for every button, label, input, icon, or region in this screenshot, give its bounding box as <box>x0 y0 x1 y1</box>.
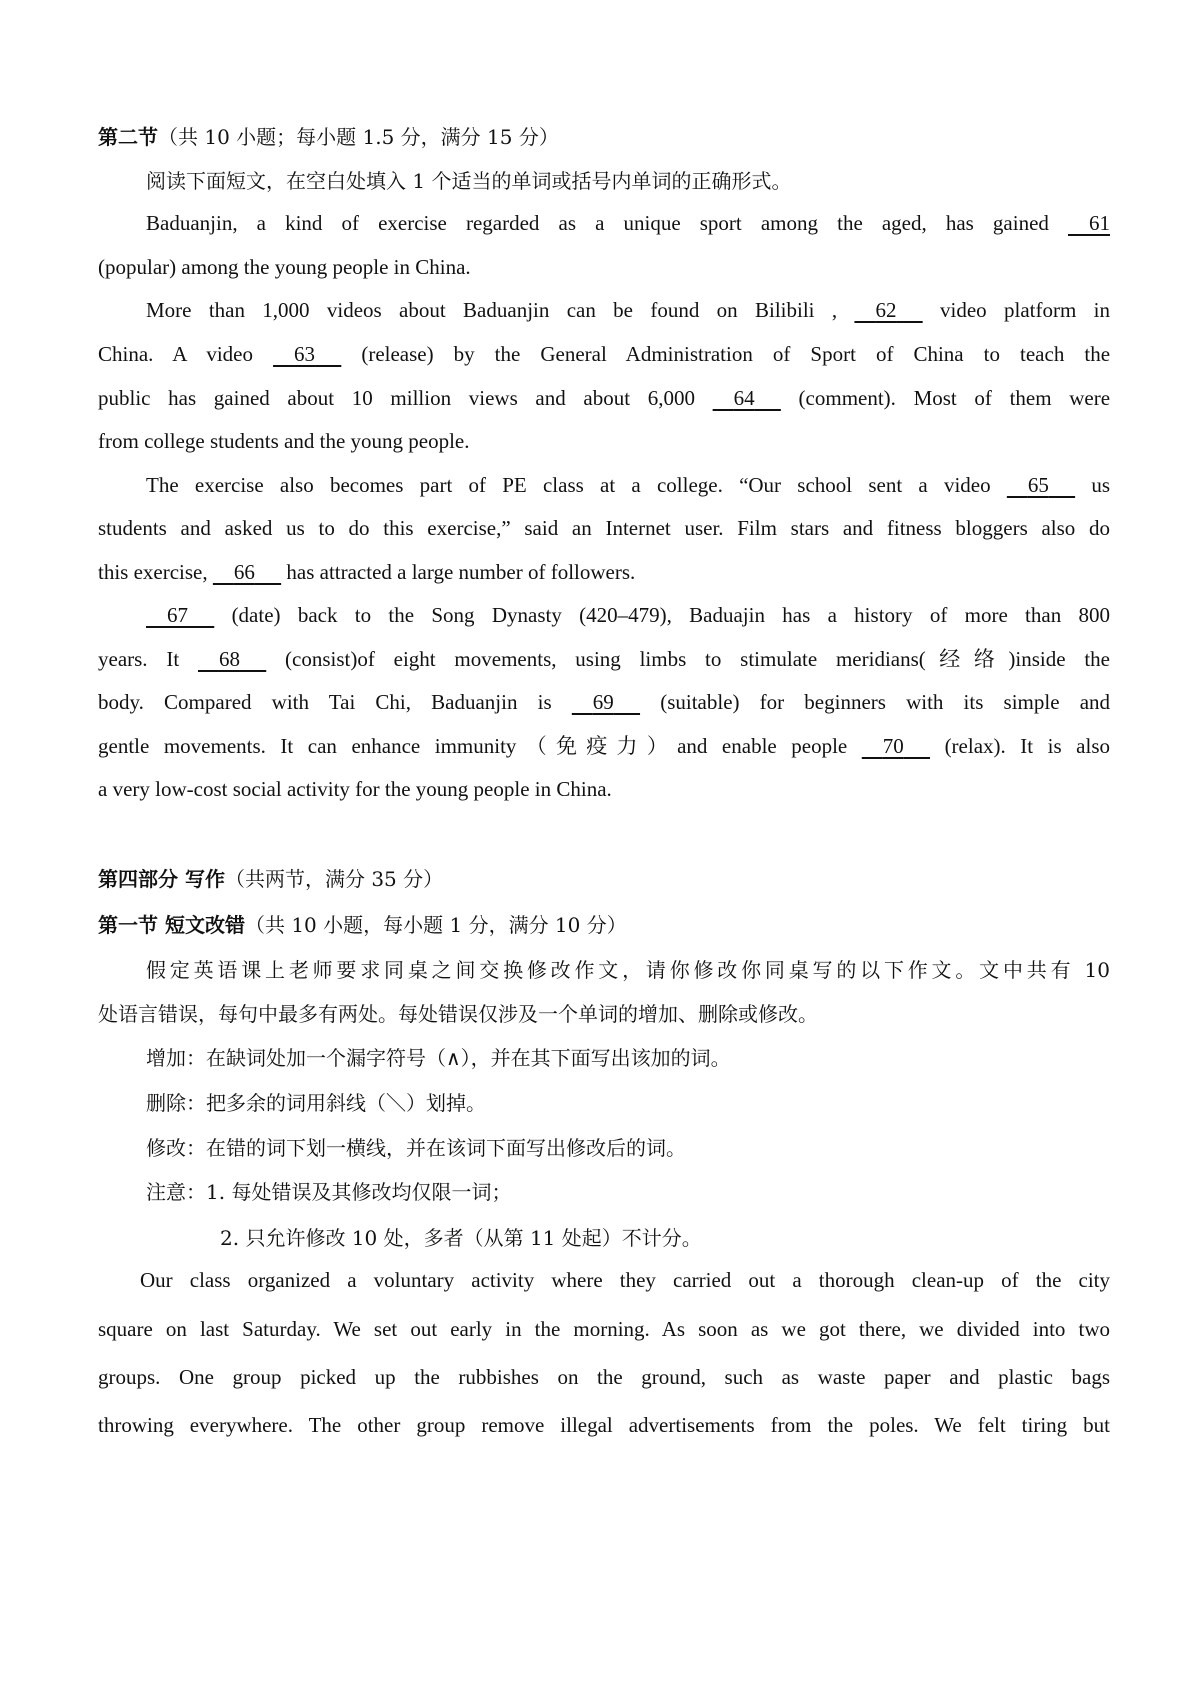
p2-line4: from college students and the young people. <box>98 429 470 453</box>
p4-line1 <box>146 600 1110 630</box>
p4-line5: a very low-cost social activity for the young people in China. <box>98 777 612 801</box>
p4-text: gentle movements. It can enhance immunity（免疫力）and enable people <box>98 734 848 758</box>
blank-61[interactable] <box>1068 208 1110 238</box>
section2-heading-note: （共 10 小题；每小题 1.5 分，满分 15 分） <box>158 125 559 149</box>
instruction-modify: 修改：在错的词下划一横线，并在该词下面写出修改后的词。 <box>146 1136 686 1160</box>
blank-number: 61 <box>1089 211 1110 235</box>
blank-67[interactable] <box>146 600 214 630</box>
p3-line2: students and asked us to do this exercise,” said an Internet user. Film stars and fitness bloggers also do <box>98 516 1110 540</box>
section2-heading: 第二节 <box>98 125 158 149</box>
instruction-note2: 2. 只允许修改 10 处，多者（从第 11 处起）不计分。 <box>220 1226 702 1250</box>
p2-text: More than 1,000 videos about Baduanjin can be found on Bilibili , <box>146 298 838 322</box>
p2-line2 <box>98 339 1110 369</box>
instruction-note1: 注意：1. 每处错误及其修改均仅限一词； <box>146 1180 512 1204</box>
blank-66[interactable] <box>213 557 281 587</box>
part4-heading: 第四部分 写作 <box>98 867 225 891</box>
essay-line2: square on last Saturday. We set out early in the morning. As soon as we got there, we divided into two <box>98 1317 1110 1341</box>
blank-69[interactable] <box>572 687 640 717</box>
p2-text: (release) by the General Administration of Sport of China to teach the <box>361 342 1111 366</box>
blank-number: 66 <box>233 560 255 584</box>
p4-line4 <box>98 731 1110 761</box>
part4-sec1-note: （共 10 小题，每小题 1 分，满分 10 分） <box>244 913 627 937</box>
blank-number: 64 <box>733 386 755 410</box>
p3-text: this exercise, <box>98 560 208 584</box>
p3-text: has attracted a large number of followers. <box>286 560 636 584</box>
p4-text: body. Compared with Tai Chi, Baduanjin is <box>98 690 552 714</box>
p4-text: (consist)of eight movements, using limbs to stimulate meridians(经络)inside the <box>285 647 1110 671</box>
instruction-line1: 假定英语课上老师要求同桌之间交换修改作文，请你修改你同桌写的以下作文。文中共有 10 <box>146 958 1110 982</box>
blank-65[interactable] <box>1007 470 1075 500</box>
blank-64[interactable] <box>713 383 781 413</box>
p4-text: (suitable) for beginners with its simple and <box>660 690 1111 714</box>
section2-instruction: 阅读下面短文，在空白处填入 1 个适当的单词或括号内单词的正确形式。 <box>146 169 792 193</box>
p2-text: China. A video <box>98 342 253 366</box>
p4-text: years. It <box>98 647 180 671</box>
blank-number: 62 <box>875 298 897 322</box>
instruction-delete: 删除：把多余的词用斜线（＼）划掉。 <box>146 1091 486 1115</box>
p1-text: Baduanjin, a kind of exercise regarded as a unique sport among the aged, has gained <box>146 211 1049 235</box>
p4-text: (relax). It is also <box>944 734 1111 758</box>
essay-line4: throwing everywhere. The other group remove illegal advertisements from the poles. We felt tiring but <box>98 1413 1110 1437</box>
p4-line3 <box>98 687 1110 717</box>
p3-text: The exercise also becomes part of PE class at a college. “Our school sent a video <box>146 473 991 497</box>
blank-68[interactable] <box>198 644 266 674</box>
p2-text: (comment). Most of them were <box>798 386 1111 410</box>
blank-62[interactable] <box>854 295 922 325</box>
blank-63[interactable] <box>273 339 341 369</box>
p3-line1 <box>146 470 1110 500</box>
instruction-add: 增加：在缺词处加一个漏字符号（∧），并在其下面写出该加的词。 <box>146 1046 731 1070</box>
blank-70[interactable] <box>862 731 930 761</box>
p2-line1 <box>146 295 1110 325</box>
p1-line2: (popular) among the young people in China. <box>98 255 471 279</box>
p4-line2 <box>98 644 1110 674</box>
blank-number: 67 <box>167 603 188 627</box>
part4-heading-line <box>98 864 1110 894</box>
blank-number: 70 <box>882 734 904 758</box>
blank-number: 65 <box>1027 473 1049 497</box>
p4-text: (date) back to the Song Dynasty (420–479), Baduajin has a history of more than 800 <box>231 603 1111 627</box>
instruction-line2: 处语言错误，每句中最多有两处。每处错误仅涉及一个单词的增加、删除或修改。 <box>98 1002 818 1026</box>
p3-text: us <box>1091 473 1111 497</box>
essay-line1: Our class organized a voluntary activity where they carried out a thorough clean-up of the city <box>140 1268 1110 1292</box>
p1-line1 <box>146 208 1110 238</box>
blank-number: 69 <box>592 690 614 714</box>
p2-line3 <box>98 383 1110 413</box>
part4-sec1-heading-line <box>98 910 1110 940</box>
p2-text: public has gained about 10 million views and about 6,000 <box>98 386 695 410</box>
part4-sec1-heading: 第一节 短文改错 <box>98 913 245 937</box>
blank-number: 63 <box>294 342 316 366</box>
p2-text: video platform in <box>940 298 1111 322</box>
essay-line3: groups. One group picked up the rubbishes on the ground, such as waste paper and plastic bags <box>98 1365 1110 1389</box>
p3-line3 <box>98 557 1110 587</box>
blank-number: 68 <box>218 647 240 671</box>
section2-heading-line <box>98 122 1110 152</box>
part4-heading-note: （共两节，满分 35 分） <box>224 867 444 891</box>
